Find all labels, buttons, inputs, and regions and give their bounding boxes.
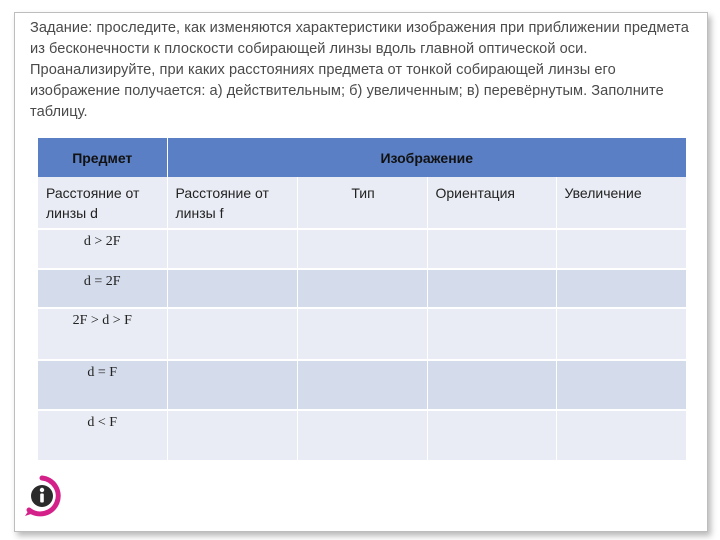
cell-magnification[interactable] [556,410,686,461]
table-row [38,410,686,461]
cell-magnification[interactable] [556,269,686,308]
cell-f[interactable] [167,229,297,269]
row-condition: d > 2F [38,229,167,269]
col-type: Тип [297,177,427,229]
cell-f[interactable] [167,410,297,461]
table-header-row [38,138,686,177]
header-image: Изображение [167,138,686,177]
row-condition: d = 2F [38,269,167,308]
table-subheader-row [38,177,686,229]
col-magnification: Увеличение [556,177,686,229]
col-distance-object: Расстояние от линзы d [38,177,167,229]
row-condition: d < F [38,410,167,461]
cell-type[interactable] [297,229,427,269]
table-row [38,269,686,308]
cell-type[interactable] [297,360,427,410]
row-condition: d = F [38,360,167,410]
info-i-logo-icon [20,474,64,518]
table-row [38,360,686,410]
cell-f[interactable] [167,308,297,360]
col-distance-image: Расстояние от линзы f [167,177,297,229]
col-orientation: Ориентация [427,177,556,229]
task-text: Задание: проследите, как изменяются характеристики изображения при приближении предмета из бесконечности к плоскости собирающей линзы вдоль главной оптической оси. Проанализируйте, при каких расстояниях предмета от тонкой собирающей линзы его изображение получается: а) действительным; б) увеличенным; в) перевёрнутым. Заполните таблицу. [30,20,689,120]
cell-type[interactable] [297,308,427,360]
cell-magnification[interactable] [556,360,686,410]
cell-f[interactable] [167,269,297,308]
cell-magnification[interactable] [556,229,686,269]
table-row [38,308,686,360]
cell-orientation[interactable] [427,360,556,410]
table-row [38,229,686,269]
lens-table [38,138,686,462]
cell-f[interactable] [167,360,297,410]
cell-orientation[interactable] [427,308,556,360]
cell-orientation[interactable] [427,269,556,308]
cell-magnification[interactable] [556,308,686,360]
cell-type[interactable] [297,269,427,308]
cell-orientation[interactable] [427,229,556,269]
cell-orientation[interactable] [427,410,556,461]
header-object: Предмет [38,138,167,177]
cell-type[interactable] [297,410,427,461]
row-condition: 2F > d > F [38,308,167,360]
